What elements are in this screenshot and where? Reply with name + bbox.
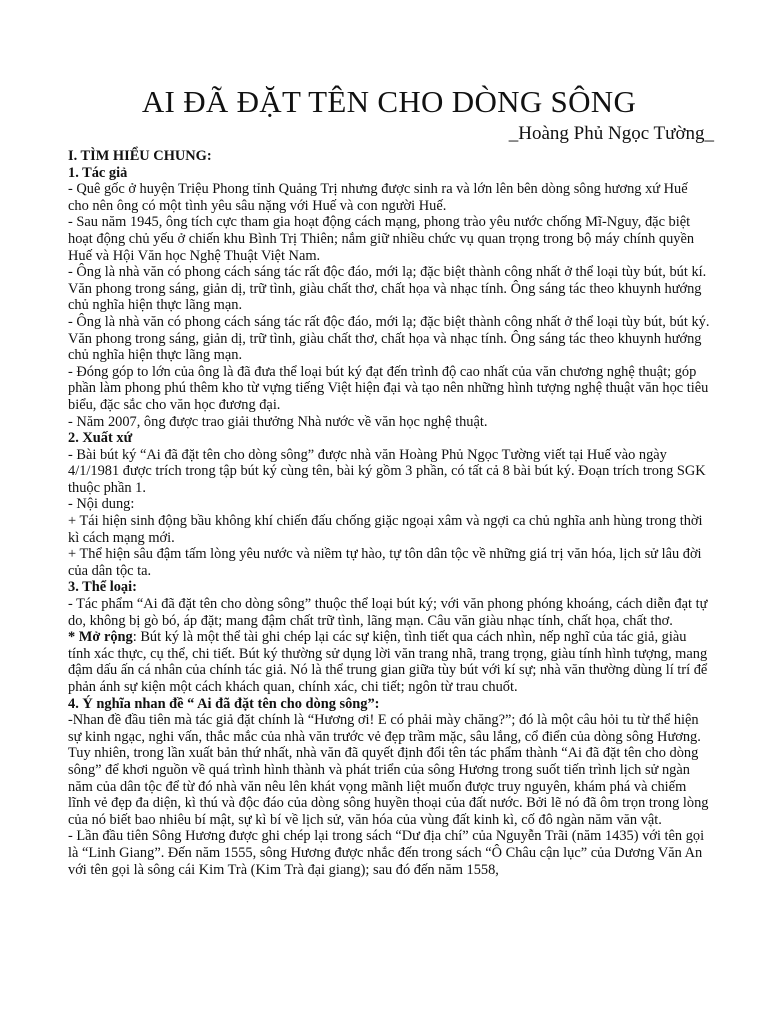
expansion-label: * Mở rộng	[68, 629, 133, 646]
paragraph: - Đóng góp to lớn của ông là đã đưa thể loại bút ký đạt đến trình độ cao nhất của văn chương nghệ thuật; góp phần làm phong phú thêm kho từ vựng tiếng Việt hiện đại và tạo nên những hình tượng nghệ thuật văn học tiêu biểu, đặc sắc cho văn học đương đại.	[68, 363, 709, 413]
expansion-text: : Bút ký là một thể tài ghi chép lại các sự kiện, tình tiết qua cách nhìn, nếp nghĩ của tác giả, giàu tính xác thực, cụ thể, chi tiết. Bút ký thường sử dụng lời văn trang nhã, trang trọng, giàu tính hình tượng, mang đậm dấu ấn cá nhân của chính tác giả. Nó là thể trung gian giữa tùy bút với kí sự; nhà văn thường dùng lí trí để phản ánh sự kiện một cách khách quan, chính xác, chi tiết; ngôn từ trau chuốt.	[68, 629, 708, 695]
section-heading: I. TÌM HIỂU CHUNG:	[68, 148, 212, 164]
page-title: AI ĐÃ ĐẶT TÊN CHO DÒNG SÔNG	[141, 84, 637, 119]
paragraph: - Bài bút ký “Ai đã đặt tên cho dòng sông” được nhà văn Hoàng Phủ Ngọc Tường viết tại Huế vào ngày 4/1/1981 được trích trong tập bút ký cùng tên, bài ký gồm 3 phần, có tất cả 8 bài bút ký. Đoạn trích trong SGK thuộc phần 1.	[68, 446, 706, 496]
paragraph: - Ông là nhà văn có phong cách sáng tác rất độc đáo, mới lạ; đặc biệt thành công nhất ở thể loại tùy bút, bút kí. Văn phong trong sáng, giản dị, trữ tình, giàu chất thơ, chất họa và nhạc tính. Ông sáng tác theo khuynh hướng chủ nghĩa hiện thực lãng mạn.	[68, 264, 707, 314]
paragraph-expansion	[68, 629, 710, 695]
author-name: _Hoàng Phủ Ngọc Tường_	[508, 123, 714, 144]
paragraph: -Nhan đề đầu tiên mà tác giả đặt chính là “Hương ơi! E có phải mày chăng?”; đó là một câu hỏi tu từ thể hiện sự kinh ngạc, nghi vấn, thắc mắc của nhà văn trước vẻ đẹp trầm mặc, sâu lắng, cổ điển của dòng sông Hương. Tuy nhiên, trong lần xuất bản thứ nhất, nhà văn đã quyết định đổi tên tác phẩm thành “Ai đã đặt tên cho dòng sông” để khơi nguồn về quá trình hình thành và phát triển của sông Hương trong suốt tiến trình lịch sử ngàn năm của dân tộc để từ đó nhà văn nêu lên khát vọng mãnh liệt muốn được truy nguyên, khám phá và chiếm lĩnh vẻ đẹp đa diện, kì thú và độc đáo của dòng sông huyền thoại của đất nước. Bởi lẽ nó đã ôm trọn trong lòng của nó biết bao nhiêu bí mật, sự kì bí về lịch sử, văn hóa của vùng đất kinh kì, cố đô ngàn năm văn vật.	[68, 712, 709, 828]
subsection-heading-genre: 3. Thể loại:	[68, 579, 137, 596]
paragraph: - Sau năm 1945, ông tích cực tham gia hoạt động cách mạng, phong trào yêu nước chống Mĩ-Nguy, đặc biệt hoạt động chủ yếu ở chiến khu Bình Trị Thiên; nắm giữ nhiều chức vụ quan trọng trong bộ máy chính quyền Huế và Hội Văn học Nghệ Thuật Việt Nam.	[68, 214, 695, 264]
paragraph: - Ông là nhà văn có phong cách sáng tác rất độc đáo, mới lạ; đặc biệt thành công nhất ở thể loại tùy bút, bút ký. Văn phong trong sáng, giản dị, trữ tình, giàu chất thơ, chất họa và nhạc tính. Ông sáng tác theo khuynh hướng chủ nghĩa hiện thực lãng mạn.	[68, 313, 710, 364]
subsection-heading-author: 1. Tác giả	[68, 164, 128, 181]
paragraph: - Năm 2007, ông được trao giải thưởng Nhà nước về văn học nghệ thuật.	[68, 413, 488, 430]
paragraph: + Thể hiện sâu đậm tấm lòng yêu nước và niềm tự hào, tự tôn dân tộc về những giá trị văn hóa, lịch sử lâu đời của dân tộc ta.	[68, 546, 702, 579]
paragraph: - Lần đầu tiên Sông Hương được ghi chép lại trong sách “Dư địa chí” của Nguyễn Trãi (năm 1435) với tên gọi là “Linh Giang”. Đến năm 1555, sông Hương được nhắc đến trong sách “Ô Châu cận lục” của Dương Văn An với tên gọi là sông cái Kim Trà (Kim Trà đại giang); sau đó đến năm 1558,	[68, 828, 705, 878]
subsection-heading-title-meaning: 4. Ý nghĩa nhan đề “ Ai đã đặt tên cho dòng sông”:	[68, 695, 380, 712]
paragraph: - Quê gốc ở huyện Triệu Phong tỉnh Quảng Trị nhưng được sinh ra và lớn lên bên dòng sông hương xứ Huế cho nên ông có một tình yêu sâu nặng với Huế và con người Huế.	[68, 181, 688, 214]
paragraph: - Nội dung:	[68, 496, 135, 513]
paragraph: + Tái hiện sinh động bầu không khí chiến đấu chống giặc ngoại xâm và ngợi ca chủ nghĩa anh hùng trong thời kì cách mạng mới.	[68, 513, 703, 546]
document-body	[68, 148, 710, 878]
subsection-heading-origin: 2. Xuất xứ	[68, 430, 133, 447]
paragraph: - Tác phẩm “Ai đã đặt tên cho dòng sông” thuộc thể loại bút ký; với văn phong phóng khoáng, cách diễn đạt tự do, không bị gò bó, áp đặt; mang đậm chất trữ tình, lãng mạn. Câu văn giàu nhạc tính, chất họa, chất thơ.	[68, 596, 708, 629]
